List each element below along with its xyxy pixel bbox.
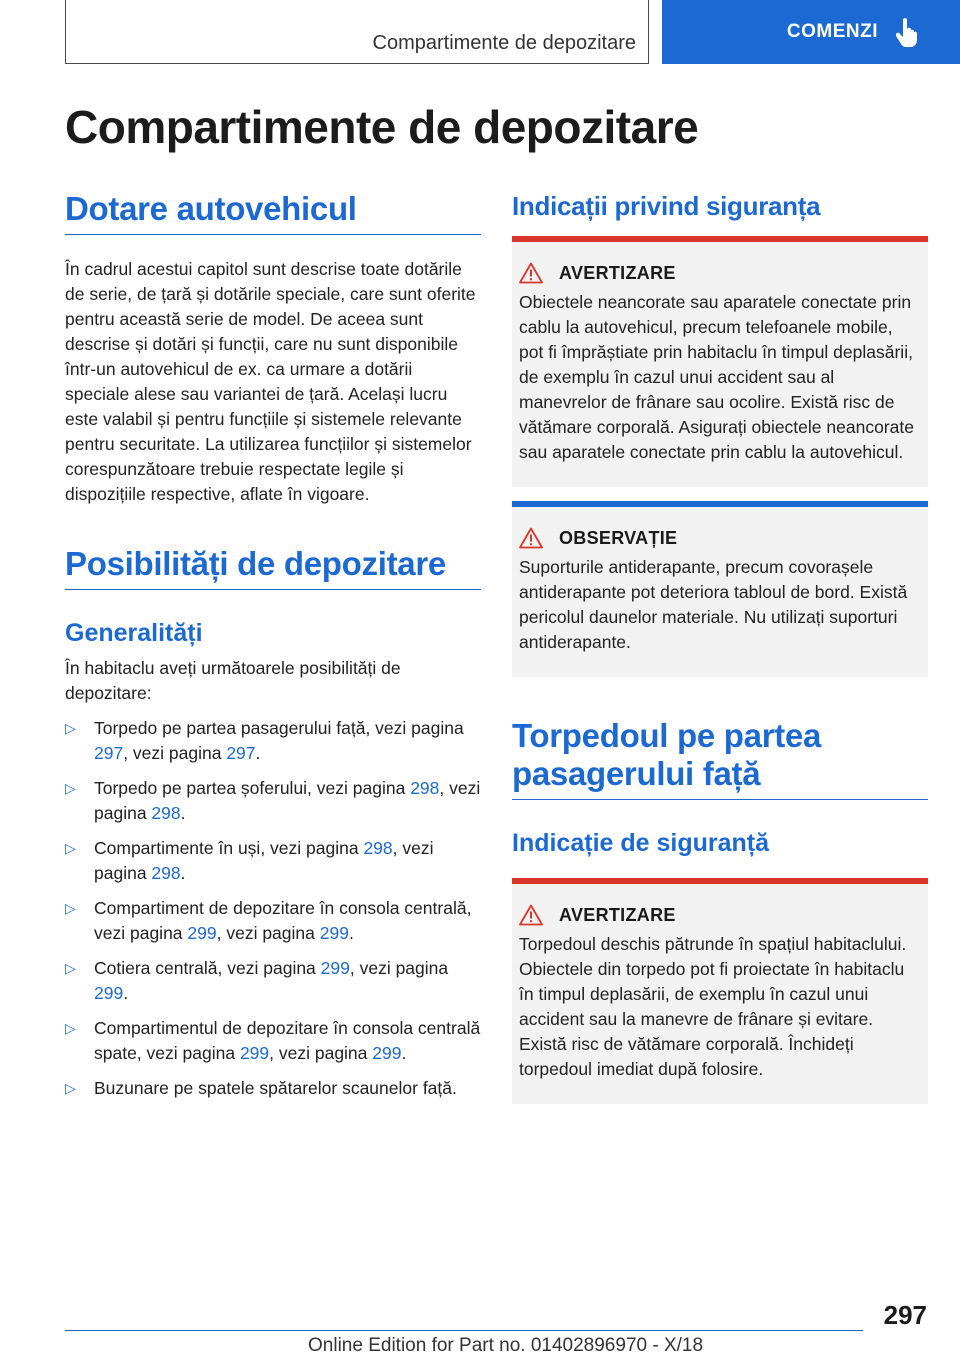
- triangle-bullet-icon: ▷: [65, 780, 76, 796]
- list-item-text: .: [180, 863, 186, 883]
- header-section-box: [65, 0, 649, 64]
- page-link[interactable]: 299: [187, 923, 217, 943]
- general-text: În habitaclu aveți următoarele posibilități de depozitare:: [65, 658, 401, 703]
- warning-triangle-icon: [519, 904, 543, 926]
- header-section-title: Compartimente de depozitare: [372, 32, 636, 54]
- tab-comenzi[interactable]: [662, 0, 960, 64]
- triangle-bullet-icon: ▷: [65, 840, 76, 856]
- warning-box: [512, 878, 928, 1104]
- warning-text: Torpedoul deschis pătrunde în spațiul habitaclului. Obiectele din torpedo pot fi proiectate în habitaclu în timpul deplasării, de exemplu în cazul unui accident sau la manevre de frânare și evitare. Există risc de vătămare corporală. Închideți torpedoul imediat după folosire.: [519, 934, 907, 1079]
- list-item-text: Buzunare pe spatele spătarelor scaunelor față.: [94, 1078, 457, 1098]
- list-item-text: .: [255, 743, 261, 763]
- triangle-bullet-icon: ▷: [65, 1020, 76, 1036]
- list-item-text: Compartiment de depozitare în consola centrală, vezi pagina: [94, 898, 472, 943]
- list-item-text: Compartimentul de depozitare în consola centrală spate, vezi pagina: [94, 1018, 481, 1063]
- list-item: [65, 956, 481, 1006]
- footer-edition-text: Online Edition for Part no. 01402896970 - X/18: [308, 1335, 704, 1356]
- triangle-bullet-icon: ▷: [65, 900, 76, 916]
- page-link[interactable]: 297: [94, 743, 124, 763]
- page-link[interactable]: 298: [363, 838, 393, 858]
- vehicle-equipment-heading: Dotare autovehicul: [65, 190, 481, 235]
- page-link[interactable]: 298: [151, 863, 181, 883]
- notice-title-row: [519, 527, 920, 549]
- warning-title: AVERTIZARE: [559, 262, 676, 283]
- list-item-text: .: [348, 923, 354, 943]
- vehicle-equipment-text: În cadrul acestui capitol sunt descrise toate dotările de serie, de țară și dotările speciale, care sunt oferite pentru această serie de model. De aceea sunt descrise și dotări și funcții, care nu sunt disponibile într-un autovehicul de ex. ca urmare a dotării speciale alese sau variantei de țară. Același lucru este valabil și pentru funcțiile și sistemele relevante pentru securitate. La utilizarea funcțiilor și sistemelor corespunzătoare trebuie respectate legile și dispozițiile respective, aflate în vigoare.: [65, 259, 476, 504]
- page-link[interactable]: 299: [239, 1043, 270, 1063]
- general-heading: Generalități: [65, 619, 203, 647]
- list-item-text: , vezi pagina: [216, 923, 320, 943]
- list-item: [65, 836, 481, 886]
- tab-comenzi-label: COMENZI: [786, 21, 878, 42]
- warning-title: AVERTIZARE: [559, 904, 676, 925]
- notice-triangle-icon: [519, 527, 543, 549]
- list-item-text: Cotiera centrală, vezi pagina: [94, 958, 321, 978]
- storage-options-heading: Posibilități de depozitare: [65, 545, 481, 590]
- storage-list: [65, 716, 481, 1101]
- list-item-text: , vezi pagina: [269, 1043, 373, 1063]
- page-link[interactable]: 298: [151, 803, 181, 823]
- list-item-text: , vezi pagina: [94, 838, 434, 883]
- page-title: Compartimente de depozitare: [65, 101, 699, 153]
- warning-title-row: [519, 262, 920, 284]
- list-item-text: Torpedo pe partea șoferului, vezi pagina: [94, 778, 411, 798]
- notice-title: OBSERVAȚIE: [559, 527, 678, 548]
- list-item-text: .: [123, 983, 129, 1003]
- notice-box: [512, 501, 928, 677]
- warning-title-row: [519, 904, 920, 926]
- list-item: [65, 716, 481, 766]
- page-link[interactable]: 298: [410, 778, 440, 798]
- triangle-bullet-icon: ▷: [65, 1080, 76, 1096]
- list-item-text: Torpedo pe partea pasagerului față, vezi pagina: [94, 718, 464, 738]
- glovebox-heading: Torpedoul pe partea pasagerului față: [512, 717, 928, 800]
- page-link[interactable]: 299: [372, 1043, 402, 1063]
- triangle-bullet-icon: ▷: [65, 960, 76, 976]
- list-item: [65, 776, 481, 826]
- triangle-bullet-icon: ▷: [65, 720, 76, 736]
- page-number: 297: [883, 1300, 927, 1330]
- list-item-text: .: [180, 803, 186, 823]
- safety-heading: Indicații privind siguranța: [512, 191, 821, 221]
- warning-box: [512, 236, 928, 487]
- page-link[interactable]: 297: [226, 743, 256, 763]
- list-item-text: , vezi pagina: [349, 958, 449, 978]
- list-item: [65, 1076, 481, 1101]
- page-link[interactable]: 299: [320, 958, 350, 978]
- notice-text: Suporturile antiderapante, precum covorașele antiderapante pot deteriora tabloul de bord. Există pericolul daunelor materiale. Nu utilizați suporturi antiderapante.: [519, 557, 908, 652]
- warning-text: Obiectele neancorate sau aparatele conectate prin cablu la autovehicul, precum telefoanele mobile, pot fi împrăștiate prin habitaclu în timpul deplasării, de exemplu în cazul unui accident sau al manevrelor de frânare sau ocolire. Există risc de vătămare corporală. Asigurați obiectele neancorate sau aparatele conectate prin cablu la autovehicul.: [519, 292, 914, 462]
- list-item-text: , vezi pagina: [94, 778, 481, 823]
- list-item: [65, 1016, 481, 1066]
- hand-pointer-icon: [896, 17, 922, 47]
- page-link[interactable]: 299: [94, 983, 124, 1003]
- left-column: [65, 190, 481, 1111]
- warning-triangle-icon: [519, 262, 543, 284]
- page-link[interactable]: 299: [319, 923, 349, 943]
- list-item-text: Compartimente în uși, vezi pagina: [94, 838, 364, 858]
- list-item-text: , vezi pagina: [123, 743, 227, 763]
- list-item: [65, 896, 481, 946]
- list-item-text: .: [401, 1043, 407, 1063]
- glovebox-safety-heading: Indicație de siguranță: [512, 829, 770, 857]
- right-column: [512, 190, 928, 1104]
- footer-divider: [65, 1330, 863, 1331]
